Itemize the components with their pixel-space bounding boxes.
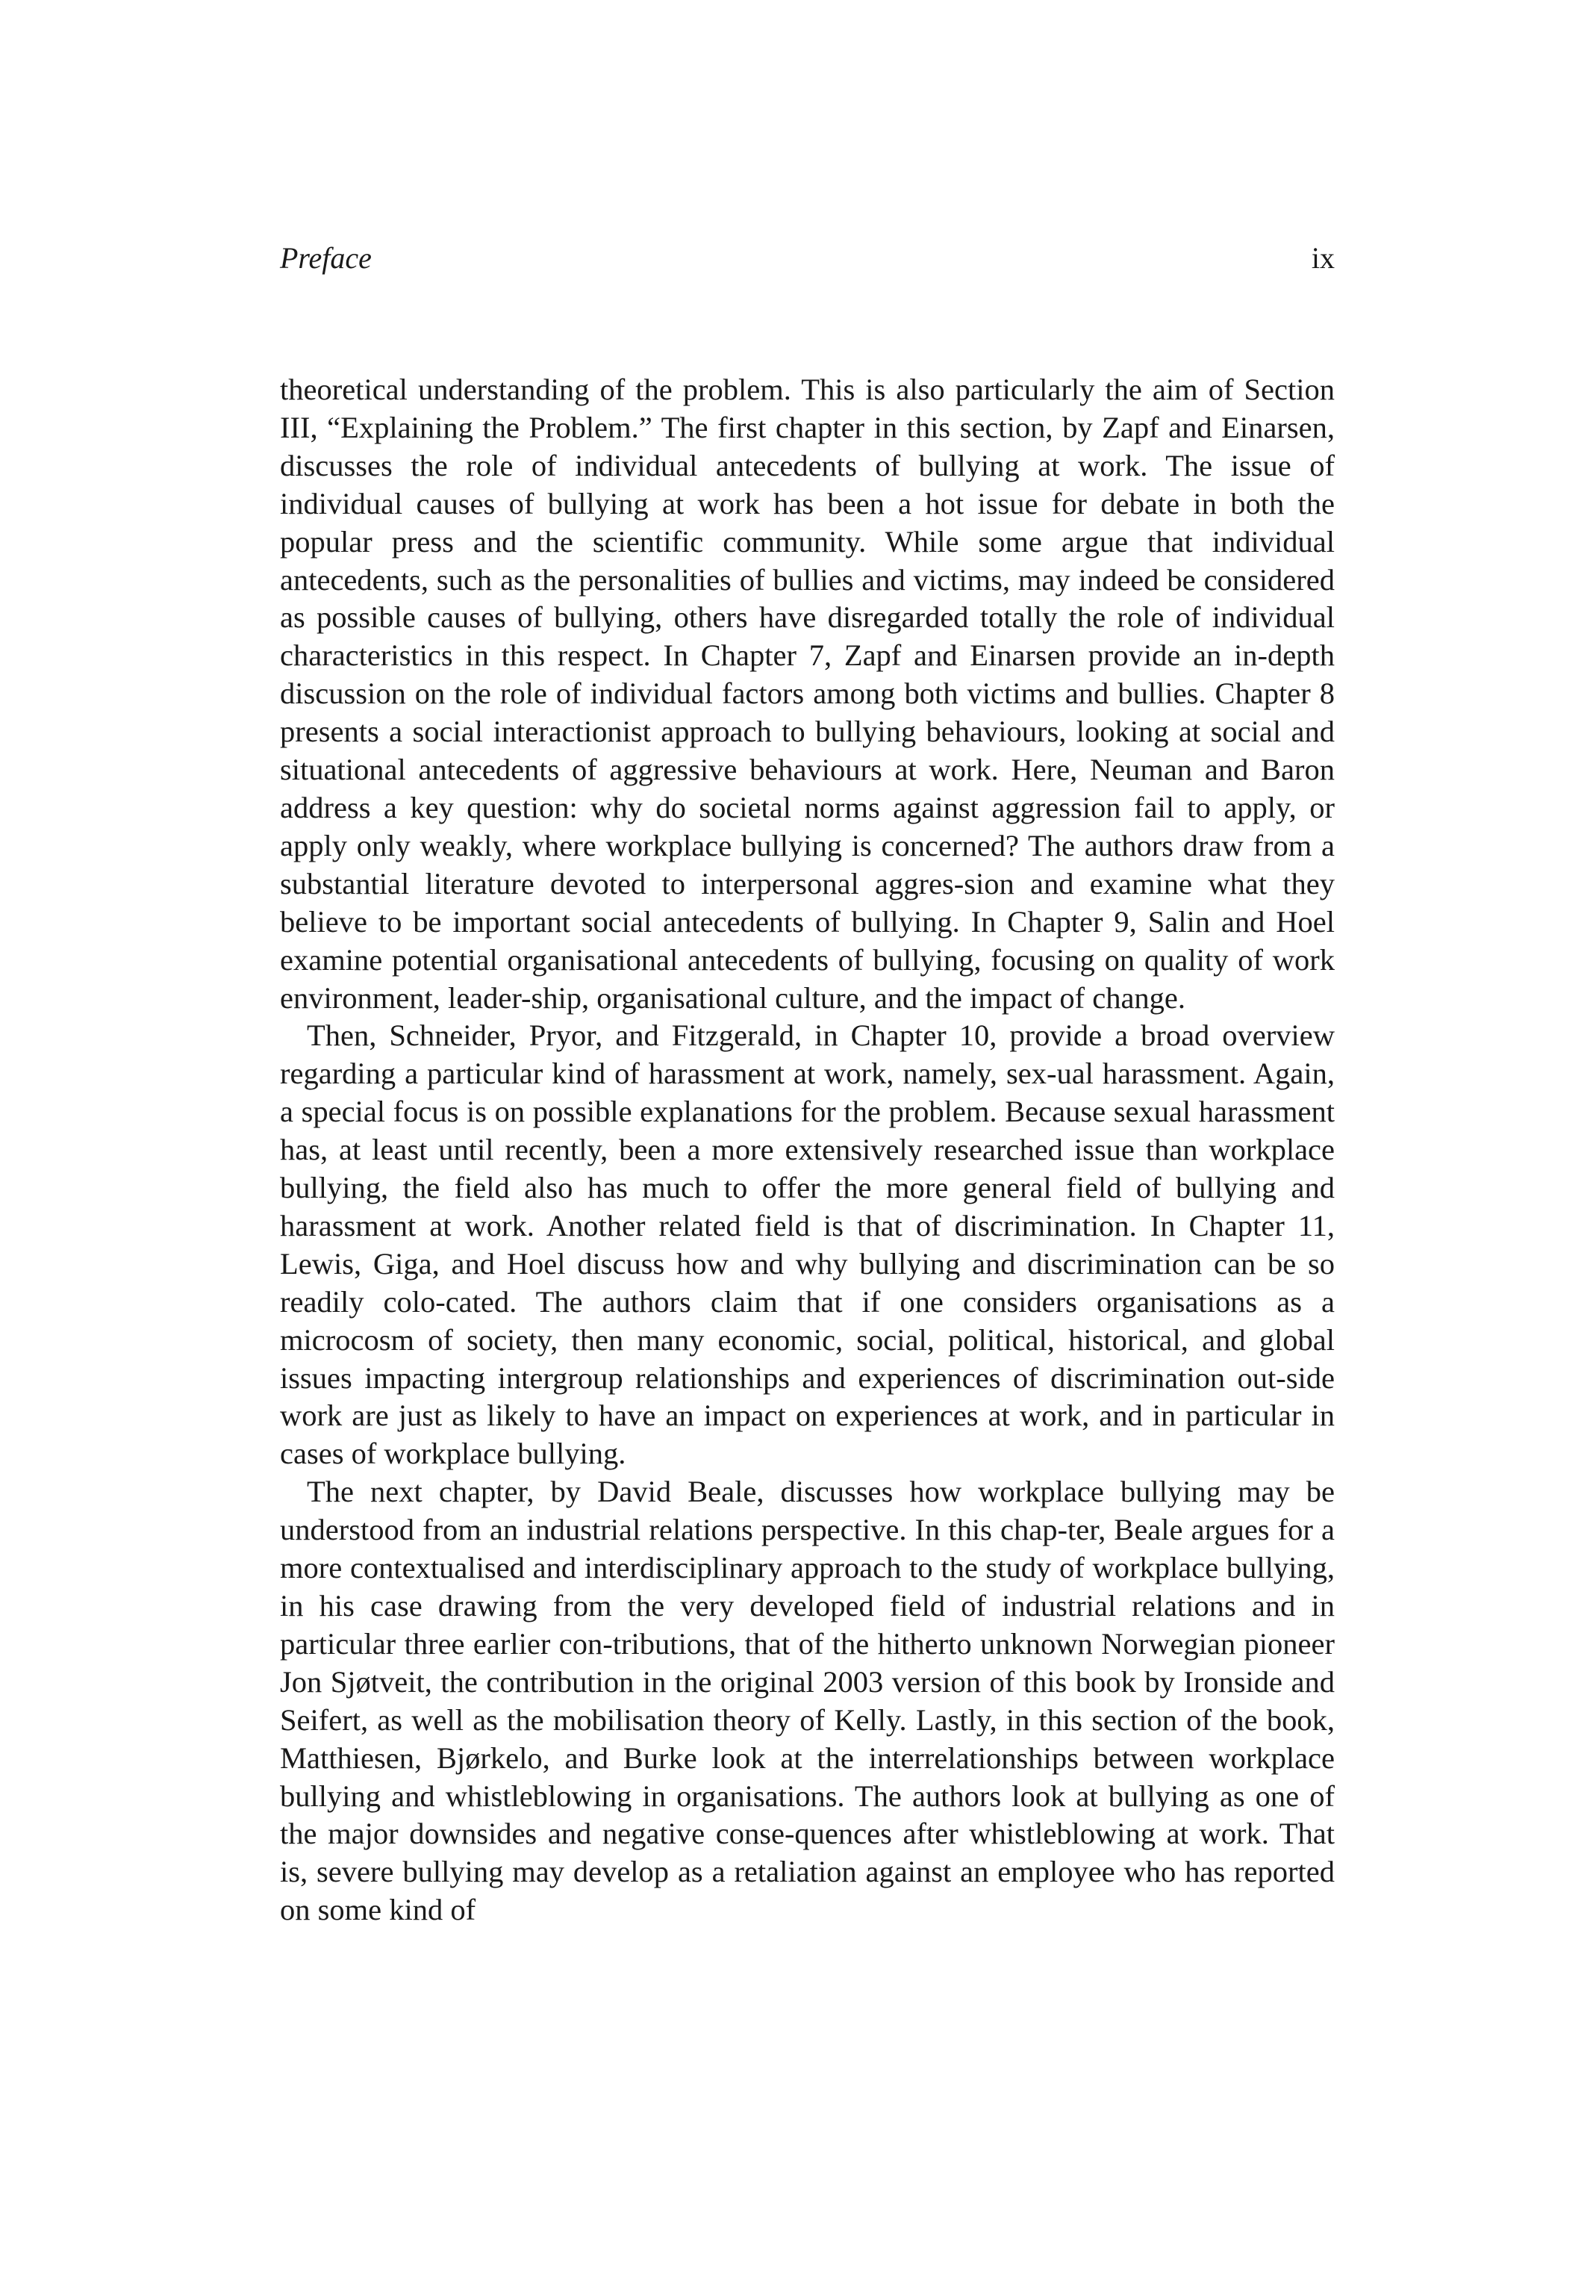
paragraph: The next chapter, by David Beale, discusses how workplace bullying may be understood from an industrial relations perspective. In this chap-ter, Beale argues for a more contextualised and interdisciplinary approach to the study of workplace bullying, in his case drawing from the very developed field of industrial relations and in particular three earlier con-tributions, that of the hitherto unknown Norwegian pioneer Jon Sjøtveit, the contribution in the original 2003 version of this book by Ironside and Seifert, as well as the mobilisation theory of Kelly. Lastly, in this section of the book, Matthiesen, Bjørkelo, and Burke look at the interrelationships between workplace bullying and whistleblowing in organisations. The authors look at bullying as one of the major downsides and negative conse-quences after whistleblowing at work. That is, severe bullying may develop as a retaliation against an employee who has reported on some kind of <box>280 1475 1335 1927</box>
body-text <box>280 371 1335 1929</box>
running-head-title: Preface <box>280 241 372 275</box>
paragraph: Then, Schneider, Pryor, and Fitzgerald, in Chapter 10, provide a broad overview regarding a particular kind of harassment at work, namely, sex-ual harassment. Again, a special focus is on possible explanations for the problem. Because sexual harassment has, at least until recently, been a more extensively researched issue than workplace bullying, the field also has much to offer the more general field of bullying and harassment at work. Another related field is that of discrimination. In Chapter 11, Lewis, Giga, and Hoel discuss how and why bullying and discrimination can be so readily colo-cated. The authors claim that if one considers organisations as a microcosm of society, then many economic, social, political, historical, and global issues impacting intergroup relationships and experiences of discrimination out-side work are just as likely to have an impact on experiences at work, and in particular in cases of workplace bullying. <box>280 1018 1335 1471</box>
running-head <box>280 237 1335 279</box>
book-page <box>280 0 1335 2296</box>
paragraph-continued: theoretical understanding of the problem. This is also particularly the aim of Section III, “Explaining the Problem.” The first chapter in this section, by Zapf and Einarsen, discusses the role of individual antecedents of bullying at work. The issue of individual causes of bullying at work has been a hot issue for debate in both the popular press and the scientific community. While some argue that individual antecedents, such as the personalities of bullies and victims, may indeed be considered as possible causes of bullying, others have disregarded totally the role of individual characteristics in this respect. In Chapter 7, Zapf and Einarsen provide an in-depth discussion on the role of individual factors among both victims and bullies. Chapter 8 presents a social interactionist approach to bullying behaviours, looking at social and situational antecedents of aggressive behaviours at work. Here, Neuman and Baron address a key question: why do societal norms against aggression fail to apply, or apply only weakly, where workplace bullying is concerned? The authors draw from a substantial literature devoted to interpersonal aggres-sion and examine what they believe to be important social antecedents of bullying. In Chapter 9, Salin and Hoel examine potential organisational antecedents of bullying, focusing on quality of work environment, leader-ship, organisational culture, and the impact of change. <box>280 373 1335 1015</box>
page-number: ix <box>1311 241 1335 275</box>
